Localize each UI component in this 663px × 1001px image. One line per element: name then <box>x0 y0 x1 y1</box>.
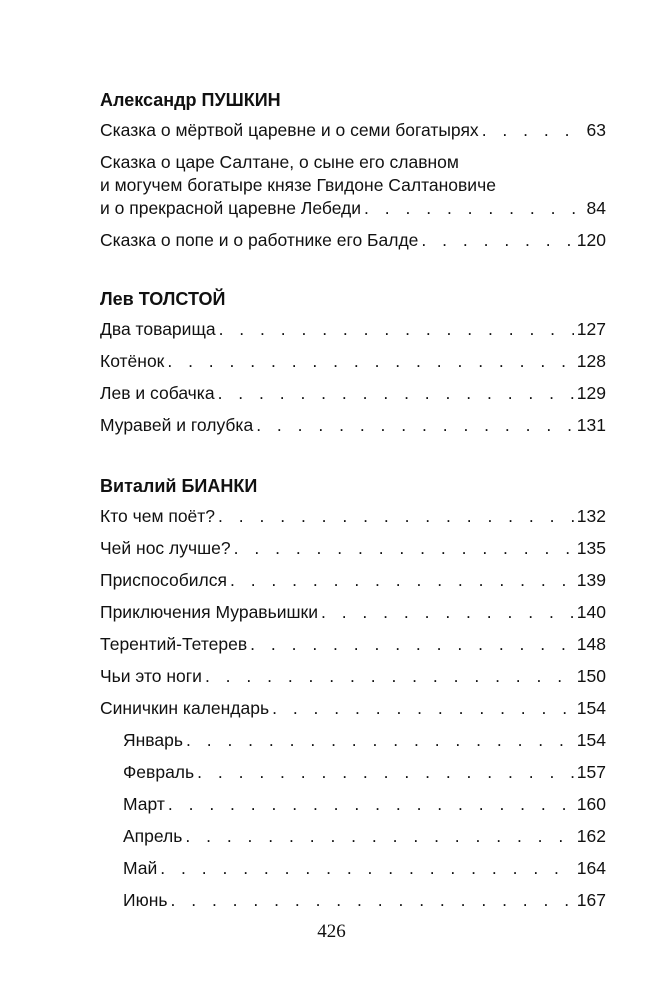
entry-title: Лев и собачка <box>100 383 215 403</box>
dot-leader <box>168 793 574 816</box>
entry-title: Февраль <box>123 762 195 782</box>
page-number: 84 <box>586 198 606 218</box>
entry-title-line: и могучем богатыре князе Гвидоне Салтановиче <box>100 175 496 195</box>
page-number: 140 <box>576 602 606 622</box>
entry-title: Сказка о мёртвой царевне и о семи богатырях <box>100 120 479 140</box>
page-number: 63 <box>586 120 606 140</box>
toc-entry[interactable] <box>100 414 606 437</box>
page-number: 148 <box>576 634 606 654</box>
dot-leader <box>256 414 574 437</box>
toc-entry[interactable] <box>100 697 606 720</box>
page-number: 164 <box>576 858 606 878</box>
dot-leader <box>230 569 574 592</box>
entry-title: Муравей и голубка <box>100 415 254 435</box>
dot-leader <box>234 537 574 560</box>
dot-leader <box>482 119 584 142</box>
toc-subentry[interactable] <box>100 889 606 912</box>
page-number: 160 <box>576 794 606 814</box>
page-folio: 426 <box>317 921 346 942</box>
dot-leader <box>186 729 574 752</box>
dot-leader <box>160 857 574 880</box>
page-number: 128 <box>576 351 606 371</box>
entry-title: Кто чем поёт? <box>100 506 216 526</box>
toc-entry[interactable] <box>100 505 606 528</box>
toc-subentry[interactable] <box>100 857 606 880</box>
toc-subentry[interactable] <box>100 825 606 848</box>
dot-leader <box>205 665 574 688</box>
dot-leader <box>272 697 574 720</box>
entry-title: Котёнок <box>100 351 165 371</box>
toc-section-tolstoy <box>100 288 606 446</box>
dot-leader <box>421 229 573 252</box>
entry-title: Синичкин календарь <box>100 698 270 718</box>
toc-entry[interactable] <box>100 601 606 624</box>
page-number: 162 <box>576 826 606 846</box>
toc-entry[interactable] <box>100 569 606 592</box>
toc-section-bianki <box>100 475 606 921</box>
toc-entry[interactable] <box>100 229 606 252</box>
toc-entry[interactable] <box>100 151 606 220</box>
entry-title-line: Сказка о царе Салтане, о сыне его славном <box>100 152 459 172</box>
dot-leader <box>218 382 574 405</box>
page-number: 154 <box>576 698 606 718</box>
page-number: 135 <box>576 538 606 558</box>
entry-title-line: и о прекрасной царевне Лебеди <box>100 198 362 218</box>
entry-title: Апрель <box>123 826 183 846</box>
dot-leader <box>321 601 574 624</box>
toc-entry[interactable] <box>100 633 606 656</box>
dot-leader <box>219 318 574 341</box>
author-heading: Александр ПУШКИН <box>100 90 281 110</box>
page-number: 129 <box>576 383 606 403</box>
entry-title: Июнь <box>123 890 168 910</box>
entry-title: Чьи это ноги <box>100 666 202 686</box>
dot-leader <box>250 633 574 656</box>
dot-leader <box>167 350 573 373</box>
toc-section-pushkin <box>100 89 606 261</box>
entry-title: Май <box>123 858 158 878</box>
toc-entry[interactable] <box>100 382 606 405</box>
dot-leader <box>364 197 583 220</box>
page-number: 167 <box>576 890 606 910</box>
entry-title: Чей нос лучше? <box>100 538 231 558</box>
toc-entry[interactable] <box>100 665 606 688</box>
entry-title: Приключения Муравьишки <box>100 602 318 622</box>
toc-entry[interactable] <box>100 119 606 142</box>
dot-leader <box>218 505 574 528</box>
entry-title: Приспособился <box>100 570 227 590</box>
dot-leader <box>185 825 573 848</box>
entry-title: Март <box>123 794 165 814</box>
author-heading: Лев ТОЛСТОЙ <box>100 289 226 309</box>
entry-title: Терентий-Тетерев <box>100 634 248 654</box>
dot-leader <box>197 761 574 784</box>
page-number: 127 <box>576 319 606 339</box>
toc-entry[interactable] <box>100 350 606 373</box>
page-number: 139 <box>576 570 606 590</box>
page-number: 120 <box>576 230 606 250</box>
page-number: 131 <box>576 415 606 435</box>
toc-subentry[interactable] <box>100 793 606 816</box>
page-number: 157 <box>576 762 606 782</box>
author-heading: Виталий БИАНКИ <box>100 476 258 496</box>
toc-subentry[interactable] <box>100 729 606 752</box>
dot-leader <box>171 889 574 912</box>
toc-entry[interactable] <box>100 537 606 560</box>
page-number: 154 <box>576 730 606 750</box>
entry-title: Два товарища <box>100 319 216 339</box>
entry-title: Январь <box>123 730 183 750</box>
toc-subentry[interactable] <box>100 761 606 784</box>
page-number: 132 <box>576 506 606 526</box>
toc-entry[interactable] <box>100 318 606 341</box>
page-number: 150 <box>576 666 606 686</box>
entry-title: Сказка о попе и о работнике его Балде <box>100 230 419 250</box>
